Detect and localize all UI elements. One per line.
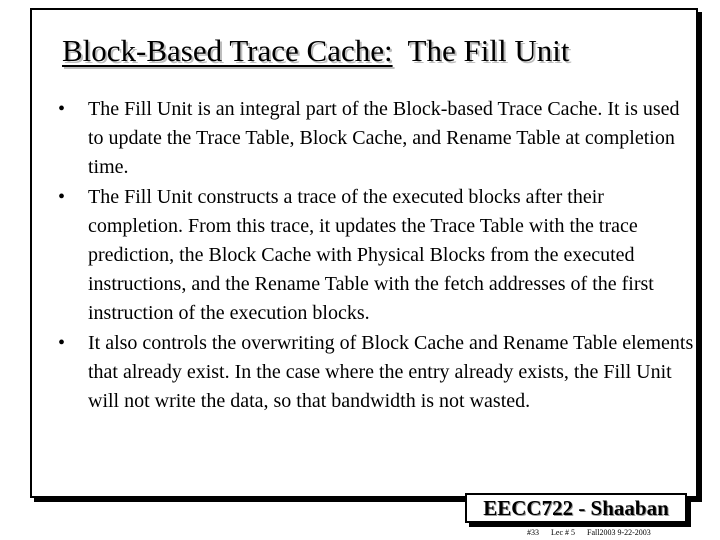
bullet-text: The Fill Unit constructs a trace of the executed blocks after their completion. From this trace, it updates the Trace Table with the trace prediction, the Block Cache with Physical Blocks from the executed instructions, and the Rename Table with the fetch addresses of the first instruction of the execution blocks. — [88, 186, 654, 324]
bullet-item — [54, 329, 694, 416]
slide-title-main: Block-Based Trace Cache: — [62, 33, 393, 68]
slide-frame-shadow-right — [698, 12, 702, 502]
bullet-item — [54, 95, 694, 182]
bullet-list — [54, 95, 694, 416]
slide-number: #33 — [527, 528, 539, 537]
footer-badge-text: EECC722 - Shaaban — [483, 495, 669, 520]
bullet-dot-icon: • — [58, 332, 66, 354]
term-date: Fall2003 9-22-2003 — [587, 528, 651, 537]
bullet-text: It also controls the overwriting of Block Cache and Rename Table elements that already exist. In the case where the entry already exists, the Fill Unit will not write the data, so that bandwidth is not wasted. — [88, 332, 694, 412]
bullet-dot-icon: • — [58, 98, 66, 120]
bullet-item — [54, 183, 694, 328]
slide-title — [62, 33, 569, 69]
footer-badge-box — [465, 493, 687, 523]
footer-meta — [527, 528, 661, 537]
slide-title-rest: The Fill Unit — [407, 33, 570, 68]
bullet-dot-icon: • — [58, 186, 66, 208]
bullet-text: The Fill Unit is an integral part of the Block-based Trace Cache. It is used to update the Trace Table, Block Cache, and Rename Table at completion time. — [88, 98, 680, 178]
lecture-number: Lec # 5 — [551, 528, 575, 537]
